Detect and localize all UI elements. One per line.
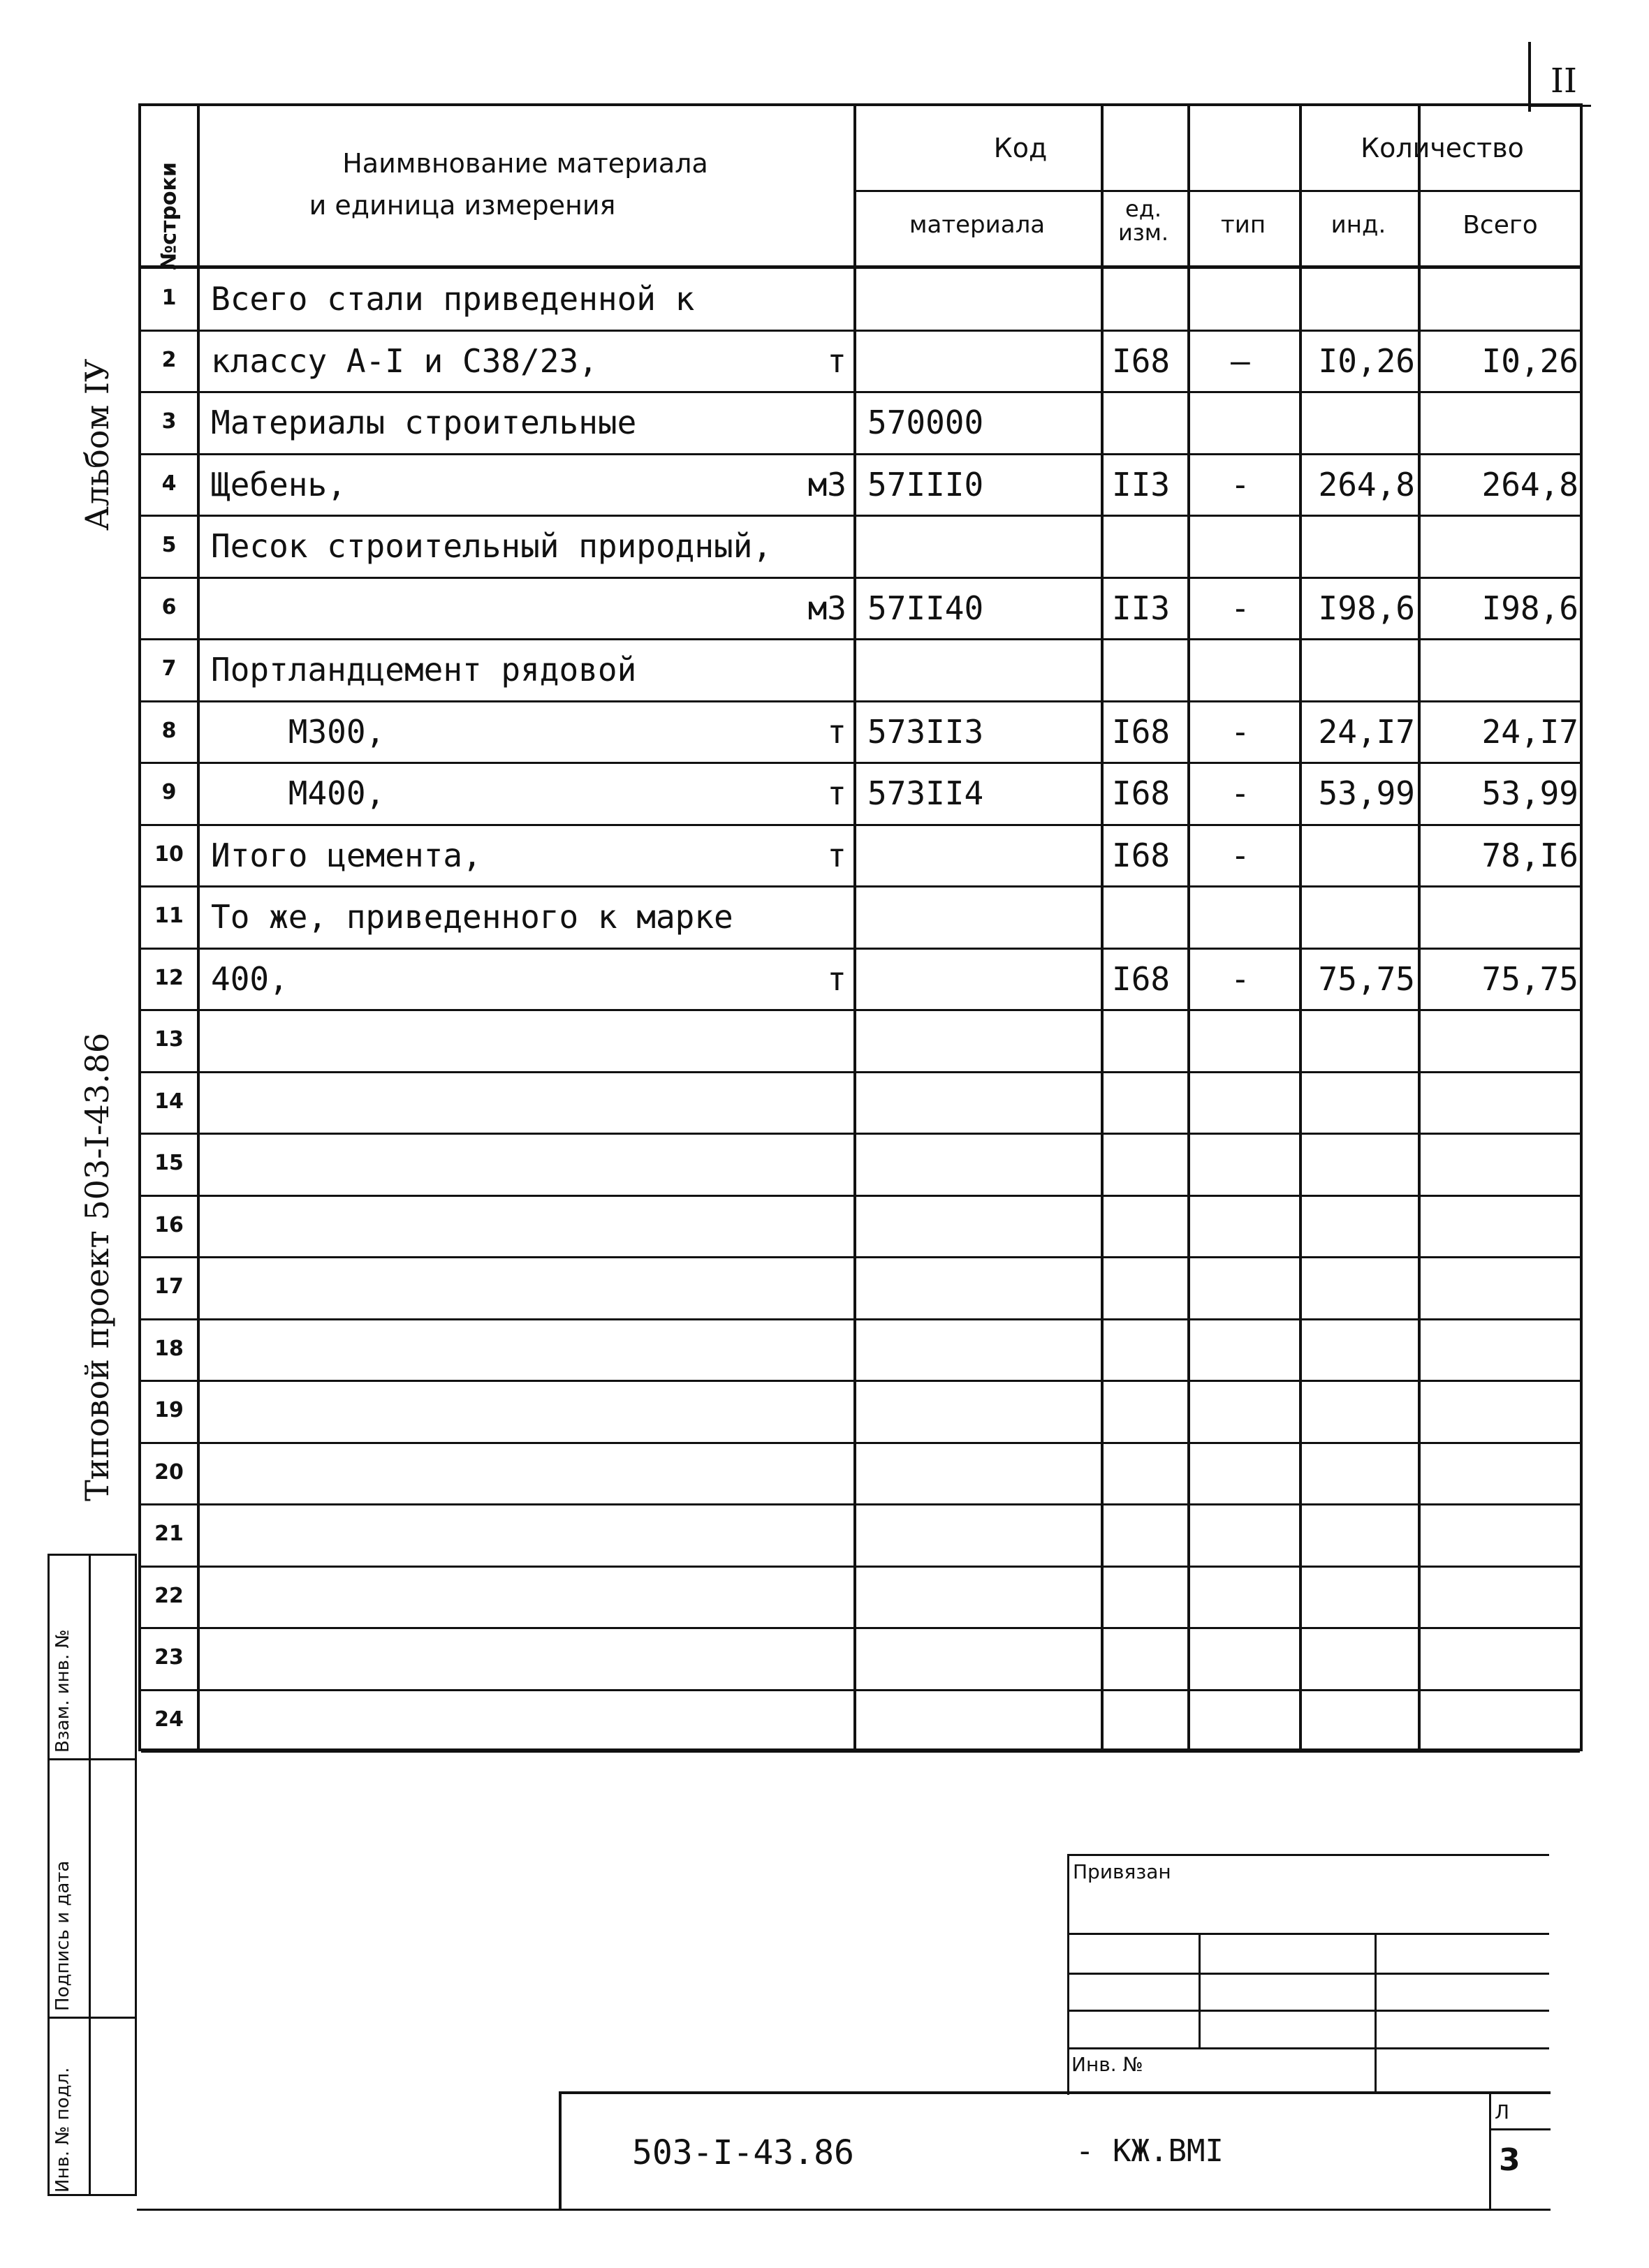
row-number: 12 — [154, 965, 184, 990]
row-rule — [141, 885, 1580, 888]
col-divider-rownum — [197, 106, 200, 1748]
row-number: 15 — [154, 1151, 184, 1175]
row-name: Всего стали приведенной к — [211, 280, 695, 318]
row-ind: 264,8 — [1318, 465, 1415, 503]
row-number: 14 — [154, 1089, 184, 1114]
row-rule — [141, 1071, 1580, 1073]
tb-rule-1 — [1067, 1933, 1549, 1935]
row-tip: - — [1231, 774, 1250, 812]
row-total: 24,I7 — [1481, 712, 1578, 751]
row-number: 9 — [161, 780, 177, 804]
project-label: Типовой проект 503-I-43.86 — [78, 1032, 116, 1501]
row-ind: I0,26 — [1318, 341, 1415, 380]
row-tip: - — [1231, 959, 1250, 998]
stamp-divider-2 — [50, 2017, 135, 2019]
col-divider-unit — [1187, 106, 1190, 1748]
tb-sheet-number: 3 — [1499, 2142, 1520, 2178]
row-number: 2 — [161, 347, 177, 372]
header-name-line1: Наимвнование материала — [342, 148, 708, 179]
header-code-group: Код — [993, 133, 1048, 163]
row-rule — [141, 1256, 1580, 1258]
row-number: 6 — [161, 594, 177, 619]
tb-sheet-rule — [1489, 2128, 1551, 2130]
header-bottom-rule — [141, 265, 1580, 269]
row-rule — [141, 1133, 1580, 1135]
row-code: 573II3 — [867, 712, 984, 751]
row-ind: 75,75 — [1318, 959, 1415, 998]
header-code-material: материала — [909, 211, 1046, 239]
row-unit: т — [827, 774, 847, 812]
row-name: Материалы строительные — [211, 404, 637, 441]
row-name: М400, — [211, 774, 386, 812]
row-number: 1 — [161, 286, 177, 310]
row-rule — [141, 1318, 1580, 1320]
row-code: 57II40 — [867, 589, 984, 627]
row-rule — [141, 1380, 1580, 1382]
header-name-line2: и единица измерения — [309, 190, 616, 221]
row-number: 23 — [154, 1645, 184, 1670]
row-rule — [141, 762, 1580, 764]
row-code: 573II4 — [867, 774, 984, 812]
row-total: 264,8 — [1481, 465, 1578, 503]
row-unit: т — [827, 959, 847, 998]
col-divider-ind — [1418, 106, 1421, 1748]
stamp-divider-1 — [50, 1758, 135, 1760]
tb-vert-right — [1375, 1933, 1377, 2093]
row-number: 8 — [161, 718, 177, 743]
row-rule — [141, 638, 1580, 640]
tb-rule-2 — [1067, 1973, 1549, 1975]
row-total: 78,I6 — [1481, 836, 1578, 874]
tb-rule-3 — [1067, 2010, 1549, 2012]
row-number: 7 — [161, 656, 177, 681]
album-label: Альбом IУ — [78, 358, 116, 531]
row-number: 20 — [154, 1459, 184, 1485]
row-number: 5 — [161, 533, 177, 557]
row-number: 13 — [154, 1027, 184, 1052]
row-number: 17 — [154, 1274, 184, 1299]
row-unit: м3 — [807, 465, 847, 503]
row-rule — [141, 824, 1580, 826]
row-rule — [141, 330, 1580, 332]
tb-sheet-label: Л — [1495, 2100, 1510, 2123]
row-number: 19 — [154, 1398, 184, 1422]
tb-inv-no: Инв. № — [1071, 2053, 1143, 2076]
row-ind: I98,6 — [1318, 589, 1415, 627]
page-bottom-rule — [137, 2209, 1551, 2211]
row-rule — [141, 577, 1580, 579]
row-tip: - — [1231, 465, 1250, 503]
row-rule — [141, 1503, 1580, 1505]
col-divider-type — [1299, 106, 1302, 1748]
row-rule — [141, 391, 1580, 393]
row-unit: м3 — [807, 589, 847, 627]
tb-privyazan: Привязан — [1073, 1860, 1171, 1883]
row-rule — [141, 700, 1580, 702]
row-number: 4 — [161, 471, 177, 496]
tb-document-code: 503-I-43.86 — [632, 2133, 854, 2172]
row-rule — [141, 1689, 1580, 1691]
row-ed: I68 — [1112, 959, 1171, 998]
header-rownum: №строки — [156, 162, 182, 270]
tb-document-mark: - КЖ.ВМI — [1076, 2133, 1224, 2169]
row-tip: - — [1231, 836, 1250, 874]
row-number: 24 — [154, 1707, 184, 1732]
row-name: классу А-I и С38/23, — [211, 341, 598, 380]
header-qty-total: Всего — [1463, 211, 1538, 240]
row-rule — [141, 453, 1580, 455]
header-qty-ind: инд. — [1331, 211, 1386, 239]
row-name: Песок строительный природный, — [211, 527, 772, 565]
sheet-number-rule-v — [1528, 42, 1531, 112]
row-rule — [141, 515, 1580, 517]
row-number: 11 — [154, 904, 184, 928]
materials-table — [138, 103, 1583, 1751]
row-unit: т — [827, 836, 847, 874]
row-tip: - — [1231, 712, 1250, 751]
tb-vert-mid — [1199, 1933, 1201, 2047]
row-ed: I68 — [1112, 774, 1171, 812]
row-unit: т — [827, 712, 847, 751]
row-number: 10 — [154, 841, 184, 867]
row-ed: II3 — [1112, 589, 1171, 627]
row-name: Щебень, — [211, 465, 346, 503]
row-rule — [141, 1442, 1580, 1444]
row-unit: т — [827, 341, 847, 380]
row-rule — [141, 1751, 1580, 1753]
col-divider-code — [1101, 106, 1104, 1748]
tb-top-rule — [1067, 1854, 1549, 1856]
vzam-inv-label: Взам. инв. № — [52, 1629, 73, 1753]
header-mid-rule — [853, 190, 1580, 192]
row-name: 400, — [211, 959, 288, 998]
row-name: Портландцемент рядовой — [211, 651, 637, 688]
row-rule — [141, 1195, 1580, 1197]
row-tip: – — [1231, 341, 1250, 380]
row-number: 16 — [154, 1212, 184, 1237]
row-code: 570000 — [867, 404, 984, 441]
sheet-number: II — [1551, 61, 1577, 101]
stamp-inner-line — [89, 1556, 91, 2194]
row-total: 53,99 — [1481, 774, 1578, 812]
row-rule — [141, 1627, 1580, 1629]
row-number: 18 — [154, 1336, 184, 1361]
row-rule — [141, 1566, 1580, 1568]
row-name: М300, — [211, 712, 386, 751]
row-ed: I68 — [1112, 712, 1171, 751]
row-number: 22 — [154, 1583, 184, 1608]
row-ed: II3 — [1112, 465, 1171, 503]
row-tip: - — [1231, 589, 1250, 627]
row-ed: I68 — [1112, 836, 1171, 874]
tb-rule-4 — [1067, 2047, 1549, 2049]
podpis-data-label: Подпись и дата — [52, 1860, 73, 2011]
row-name: То же, приведенного к марке — [211, 898, 733, 936]
row-ed: I68 — [1112, 341, 1171, 380]
inv-podl-label: Инв. № подл. — [52, 2067, 73, 2193]
row-rule — [141, 948, 1580, 950]
row-code: 57III0 — [867, 465, 984, 503]
row-total: I0,26 — [1481, 341, 1578, 380]
row-rule — [141, 1009, 1580, 1011]
row-name: Итого цемента, — [211, 836, 482, 874]
header-qty-type: тип — [1220, 211, 1266, 239]
row-ind: 53,99 — [1318, 774, 1415, 812]
header-qty-group: Количество — [1361, 133, 1524, 163]
header-code-unit: ед. изм. — [1117, 196, 1169, 246]
row-number: 3 — [161, 409, 177, 434]
row-ind: 24,I7 — [1318, 712, 1415, 751]
tb-sheet-divider — [1489, 2091, 1491, 2210]
col-divider-name — [853, 106, 856, 1748]
row-total: I98,6 — [1481, 589, 1578, 627]
row-total: 75,75 — [1481, 959, 1578, 998]
row-number: 21 — [154, 1522, 184, 1546]
